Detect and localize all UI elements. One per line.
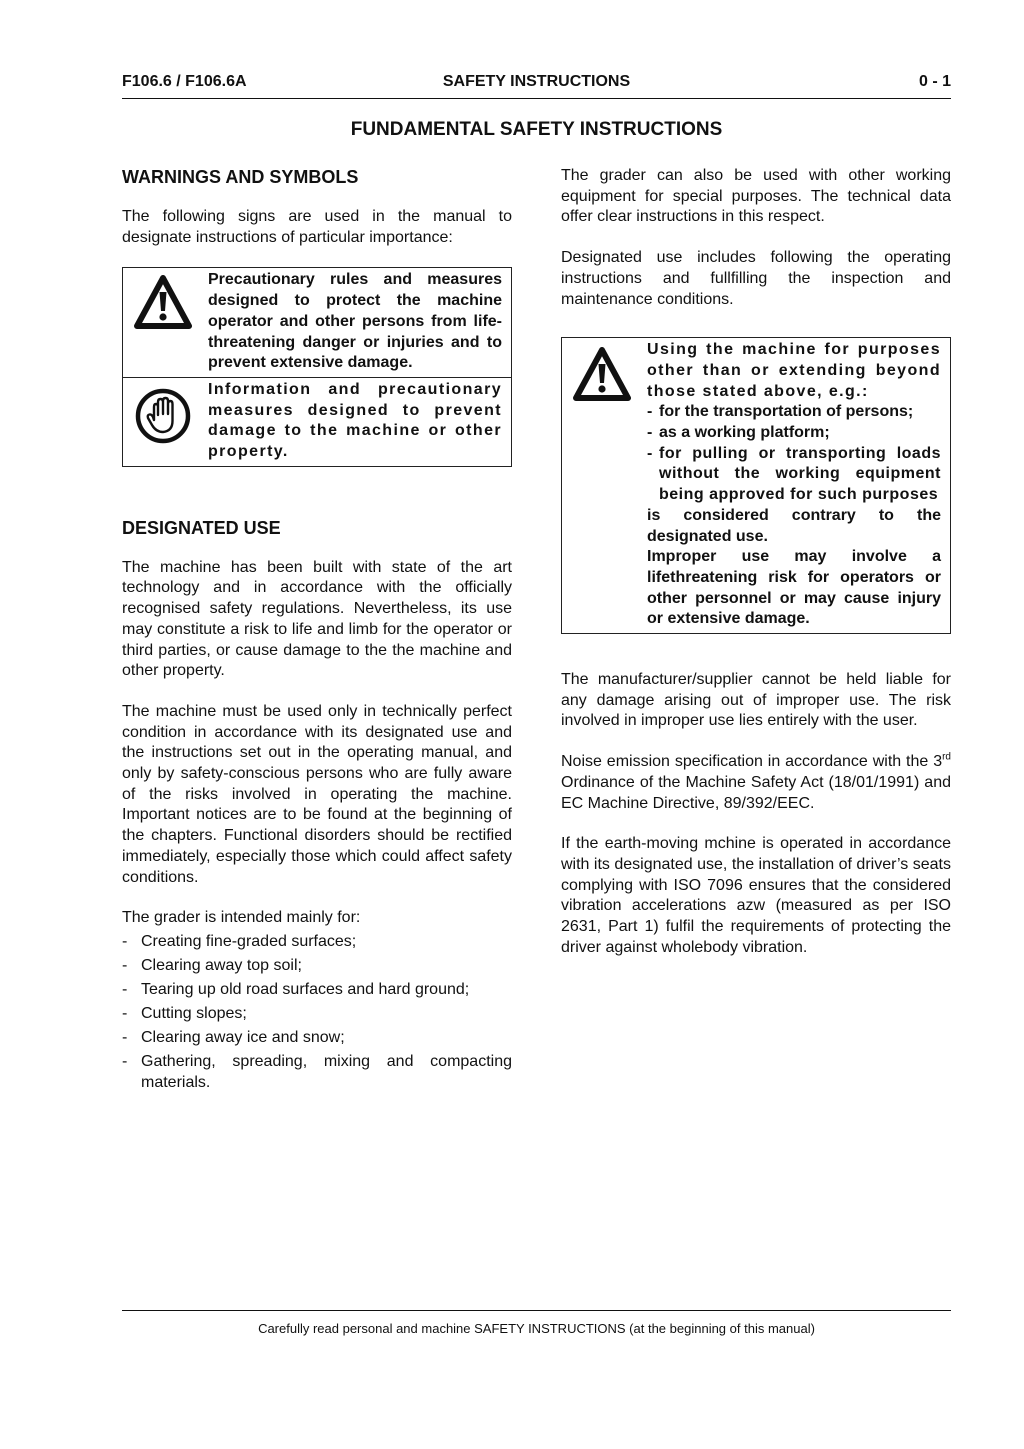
vibration-para: If the earth-moving mchine is operated in accordance with its designated use, the installation of driver’s seats complying with ISO 7096 ensures that the considered vibration accelerations azw (measured as per ISO 2631, Part 1) fulfil the requirements of protecting the driver against wholebody vibration. <box>561 835 951 956</box>
improper-use-list <box>647 402 941 506</box>
right-column <box>561 166 951 959</box>
list-item: - as a working platform; <box>647 423 941 444</box>
uses-intro: The grader is intended mainly for: <box>122 909 361 927</box>
info-symbol-row <box>123 377 511 466</box>
list-item: - Cutting slopes; <box>122 1004 512 1025</box>
noise-para: Noise emission specification in accordance with the 3rd Ordinance of the Machine Safety Act (18/01/1991) and EC Machine Directive, 89/392/EEC. <box>561 751 951 812</box>
page-number: 0 - 1 <box>918 73 951 90</box>
warnings-heading: WARNINGS AND SYMBOLS <box>122 167 359 187</box>
list-item: - Clearing away top soil; <box>122 956 512 977</box>
section-title: SAFETY INSTRUCTIONS <box>442 73 631 90</box>
list-item: - Clearing away ice and snow; <box>122 1028 512 1049</box>
right-para-2: Designated use includes following the operating instructions and fullfilling the inspection and maintenance conditions. <box>561 249 951 308</box>
liability-para: The manufacturer/supplier cannot be held liable for any damage arising out of improper use. The risk involved in improper use lies entirely with the user. <box>561 671 951 730</box>
designated-para-2: The machine must be used only in technically perfect condition in accordance with its designated use and the instructions set out in the operating manual, and only by safety-conscious persons who are fully aware of the risks involved in operating the machine. Important notices are to be found at the beginning of the chapters. Functional disorders should be rectified immediately, especially those which could affect safety conditions. <box>122 702 512 886</box>
designated-use-heading: DESIGNATED USE <box>122 517 281 538</box>
page-footer: Carefully read personal and machine SAFETY INSTRUCTIONS (at the beginning of this manual) <box>258 1321 815 1336</box>
warning-risk: Improper use may involve a lifethreatening risk for operators or other personnel or may cause injury or extensive damage. <box>647 548 941 628</box>
footer-divider <box>122 1310 951 1311</box>
warning-triangle-icon <box>134 275 192 329</box>
info-symbol-text: Information and precautionary measures designed to prevent damage to the machine or other property. <box>208 380 502 461</box>
list-item: - for pulling or transporting loads without the working equipment being approved for such purposes <box>647 444 941 506</box>
warnings-intro: The following signs are used in the manual to designate instructions of particular importance: <box>122 208 512 246</box>
warning-intro: Using the machine for purposes other than or extending beyond those stated above, e.g.: <box>647 341 941 400</box>
warning-symbol-row <box>123 268 511 377</box>
left-column <box>122 166 512 1097</box>
list-item: - Gathering, spreading, mixing and compacting materials. <box>122 1052 512 1093</box>
list-item: - Creating fine-graded surfaces; <box>122 932 512 953</box>
stop-hand-icon <box>134 387 192 445</box>
warning-symbol-text: Precautionary rules and measures designed to protect the machine operator and other persons from life-threatening danger or injuries and to prevent extensive damage. <box>208 271 502 372</box>
warning-conclusion: is considered contrary to the designated use. <box>647 506 941 545</box>
list-item: - Tearing up old road surfaces and hard ground; <box>122 980 512 1001</box>
uses-list <box>122 932 512 1093</box>
right-para-1: The grader can also be used with other working equipment for special purposes. The technical data offer clear instructions in this respect. <box>561 167 951 226</box>
improper-use-warning-box <box>561 337 951 634</box>
designated-para-1: The machine has been built with state of the art technology and in accordance with the officially recognised safety regulations. Nevertheless, its use may constitute a risk to life and limb for the operator or third parties, or cause damage to the the machine and other property. <box>122 558 512 680</box>
page-title: FUNDAMENTAL SAFETY INSTRUCTIONS <box>350 119 723 140</box>
improper-use-text <box>642 338 950 633</box>
model-number: F106.6 / F106.6A <box>122 73 247 90</box>
symbol-box <box>122 267 512 466</box>
page-header <box>122 72 951 99</box>
list-item: - for the transportation of persons; <box>647 402 941 423</box>
warning-triangle-icon <box>573 347 631 401</box>
